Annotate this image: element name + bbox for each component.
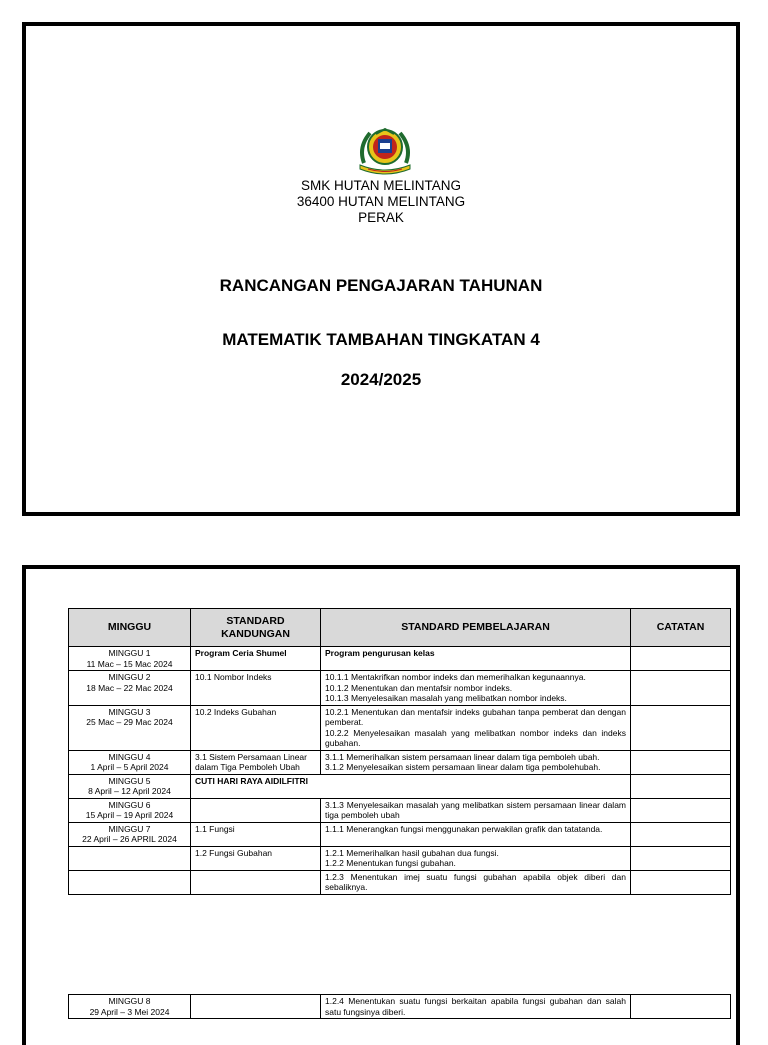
week-label: MINGGU 4 xyxy=(108,751,151,762)
standard-pembelajaran-cell xyxy=(321,995,631,1019)
catatan-cell xyxy=(631,671,731,706)
school-name: SMK HUTAN MELINTANG xyxy=(300,178,461,193)
document-title: RANCANGAN PENGAJARAN TAHUNAN xyxy=(219,276,543,295)
header-standard-pembelajaran: STANDARD PEMBELAJARAN xyxy=(321,609,631,647)
week-cell xyxy=(69,647,191,671)
plan-page xyxy=(22,565,740,1045)
standard-kandungan-cell xyxy=(191,798,321,822)
week-cell xyxy=(69,671,191,706)
week-label: MINGGU 1 xyxy=(108,648,151,658)
table-header-row xyxy=(69,609,731,647)
standard-kandungan-cell xyxy=(191,995,321,1019)
sp-item: 10.1.3 Menyelesaikan masalah yang melibatkan nombor indeks. xyxy=(325,693,567,703)
table-row xyxy=(69,647,731,671)
week-cell xyxy=(69,774,191,798)
week-dates: 18 Mac – 22 Mac 2024 xyxy=(86,682,173,693)
sp-item: 1.2.2 Menentukan fungsi gubahan. xyxy=(325,858,456,868)
week-cell xyxy=(69,705,191,750)
standard-kandungan-cell xyxy=(191,870,321,894)
table-row xyxy=(69,870,731,894)
sp-item: 3.1.1 Memerihalkan sistem persamaan linear dalam tiga pemboleh ubah. xyxy=(325,751,600,762)
catatan-cell xyxy=(631,647,731,671)
week-dates: 1 April – 5 April 2024 xyxy=(90,762,169,772)
week-label: MINGGU 2 xyxy=(108,672,151,682)
standard-pembelajaran-cell xyxy=(321,870,631,894)
standard-pembelajaran-cell xyxy=(321,750,631,774)
holiday-cell: CUTI HARI RAYA AIDILFITRI xyxy=(191,774,631,798)
table-row xyxy=(69,846,731,870)
standard-kandungan-cell: 3.1 Sistem Persamaan Linear dalam Tiga Pemboleh Ubah xyxy=(191,750,321,774)
standard-pembelajaran-cell xyxy=(321,671,631,706)
header-standard-kandungan: STANDARD KANDUNGAN xyxy=(191,609,321,647)
standard-kandungan-cell: 1.1 Fungsi xyxy=(191,822,321,846)
standard-pembelajaran-cell xyxy=(321,846,631,870)
sp-item: Program pengurusan kelas xyxy=(325,648,435,658)
sp-item: 1.2.3 Menentukan imej suatu fungsi gubahan apabila objek diberi dan sebaliknya. xyxy=(325,871,626,892)
standard-kandungan-cell: Program Ceria Shumel xyxy=(191,647,321,671)
catatan-cell xyxy=(631,995,731,1019)
sp-item: 1.2.4 Menentukan suatu fungsi berkaitan apabila fungsi gubahan dan salah satu fungsinya diberi. xyxy=(325,996,626,1017)
plan-table-continued xyxy=(68,994,731,1019)
sp-item: 1.1.1 Menerangkan fungsi menggunakan perwakilan grafik dan tatatanda. xyxy=(325,823,603,834)
week-dates: 29 April – 3 Mei 2024 xyxy=(89,1006,170,1017)
catatan-cell xyxy=(631,750,731,774)
catatan-cell xyxy=(631,822,731,846)
sp-item: 3.1.3 Menyelesaikan masalah yang melibatkan sistem persamaan linear dalam tiga pemboleh ubah xyxy=(325,799,626,820)
week-label: MINGGU 8 xyxy=(108,996,151,1006)
table-row xyxy=(69,798,731,822)
table-row xyxy=(69,671,731,706)
sp-item: 1.2.1 Memerihalkan hasil gubahan dua fungsi. xyxy=(325,847,499,858)
document-year: 2024/2025 xyxy=(340,370,422,389)
table-row xyxy=(69,705,731,750)
catatan-cell xyxy=(631,705,731,750)
table-row xyxy=(69,750,731,774)
standard-kandungan-cell: 10.1 Nombor Indeks xyxy=(191,671,321,706)
sp-item: 10.1.2 Menentukan dan mentafsir nombor indeks. xyxy=(325,682,513,693)
standard-pembelajaran-cell xyxy=(321,798,631,822)
header-catatan: CATATAN xyxy=(631,609,731,647)
week-label: MINGGU 7 xyxy=(108,823,151,834)
standard-pembelajaran-cell xyxy=(321,705,631,750)
week-label: MINGGU 6 xyxy=(108,799,151,810)
week-cell xyxy=(69,822,191,846)
table-row xyxy=(69,822,731,846)
sp-item: 3.1.2 Menyelesaikan sistem persamaan linear dalam tiga pembolehubah. xyxy=(325,762,601,772)
week-cell xyxy=(69,870,191,894)
week-cell xyxy=(69,750,191,774)
catatan-cell xyxy=(631,798,731,822)
header-minggu: MINGGU xyxy=(69,609,191,647)
standard-kandungan-cell: 10.2 Indeks Gubahan xyxy=(191,705,321,750)
week-label: MINGGU 5 xyxy=(108,775,151,786)
cover-page xyxy=(22,22,740,516)
catatan-cell xyxy=(631,870,731,894)
catatan-cell xyxy=(631,774,731,798)
plan-table xyxy=(68,608,731,895)
school-address: 36400 HUTAN MELINTANG xyxy=(296,194,466,209)
standard-pembelajaran-cell xyxy=(321,822,631,846)
table-row xyxy=(69,774,731,798)
week-dates: 8 April – 12 April 2024 xyxy=(88,786,171,796)
sp-item: 10.1.1 Mentakrifkan nombor indeks dan memerihalkan kegunaannya. xyxy=(325,672,586,682)
school-state: PERAK xyxy=(358,210,404,225)
week-cell xyxy=(69,798,191,822)
week-label: MINGGU 3 xyxy=(108,706,151,717)
week-dates: 11 Mac – 15 Mac 2024 xyxy=(86,658,173,669)
week-dates: 15 April – 19 April 2024 xyxy=(85,810,174,820)
week-cell xyxy=(69,846,191,870)
week-dates: 25 Mac – 29 Mac 2024 xyxy=(86,717,173,727)
standard-kandungan-cell: 1.2 Fungsi Gubahan xyxy=(191,846,321,870)
week-dates: 22 April – 26 APRIL 2024 xyxy=(82,834,177,844)
week-cell xyxy=(69,995,191,1019)
table-row xyxy=(69,995,731,1019)
catatan-cell xyxy=(631,846,731,870)
sp-item: 10.2.2 Menyelesaikan masalah yang melibatkan nombor indeks dan indeks gubahan. xyxy=(325,727,626,748)
standard-pembelajaran-cell xyxy=(321,647,631,671)
document-subject: MATEMATIK TAMBAHAN TINGKATAN 4 xyxy=(222,330,540,349)
sp-item: 10.2.1 Menentukan dan mentafsir indeks gubahan tanpa pemberat dan dengan pemberat. xyxy=(325,706,626,727)
school-crest-icon xyxy=(356,125,414,175)
